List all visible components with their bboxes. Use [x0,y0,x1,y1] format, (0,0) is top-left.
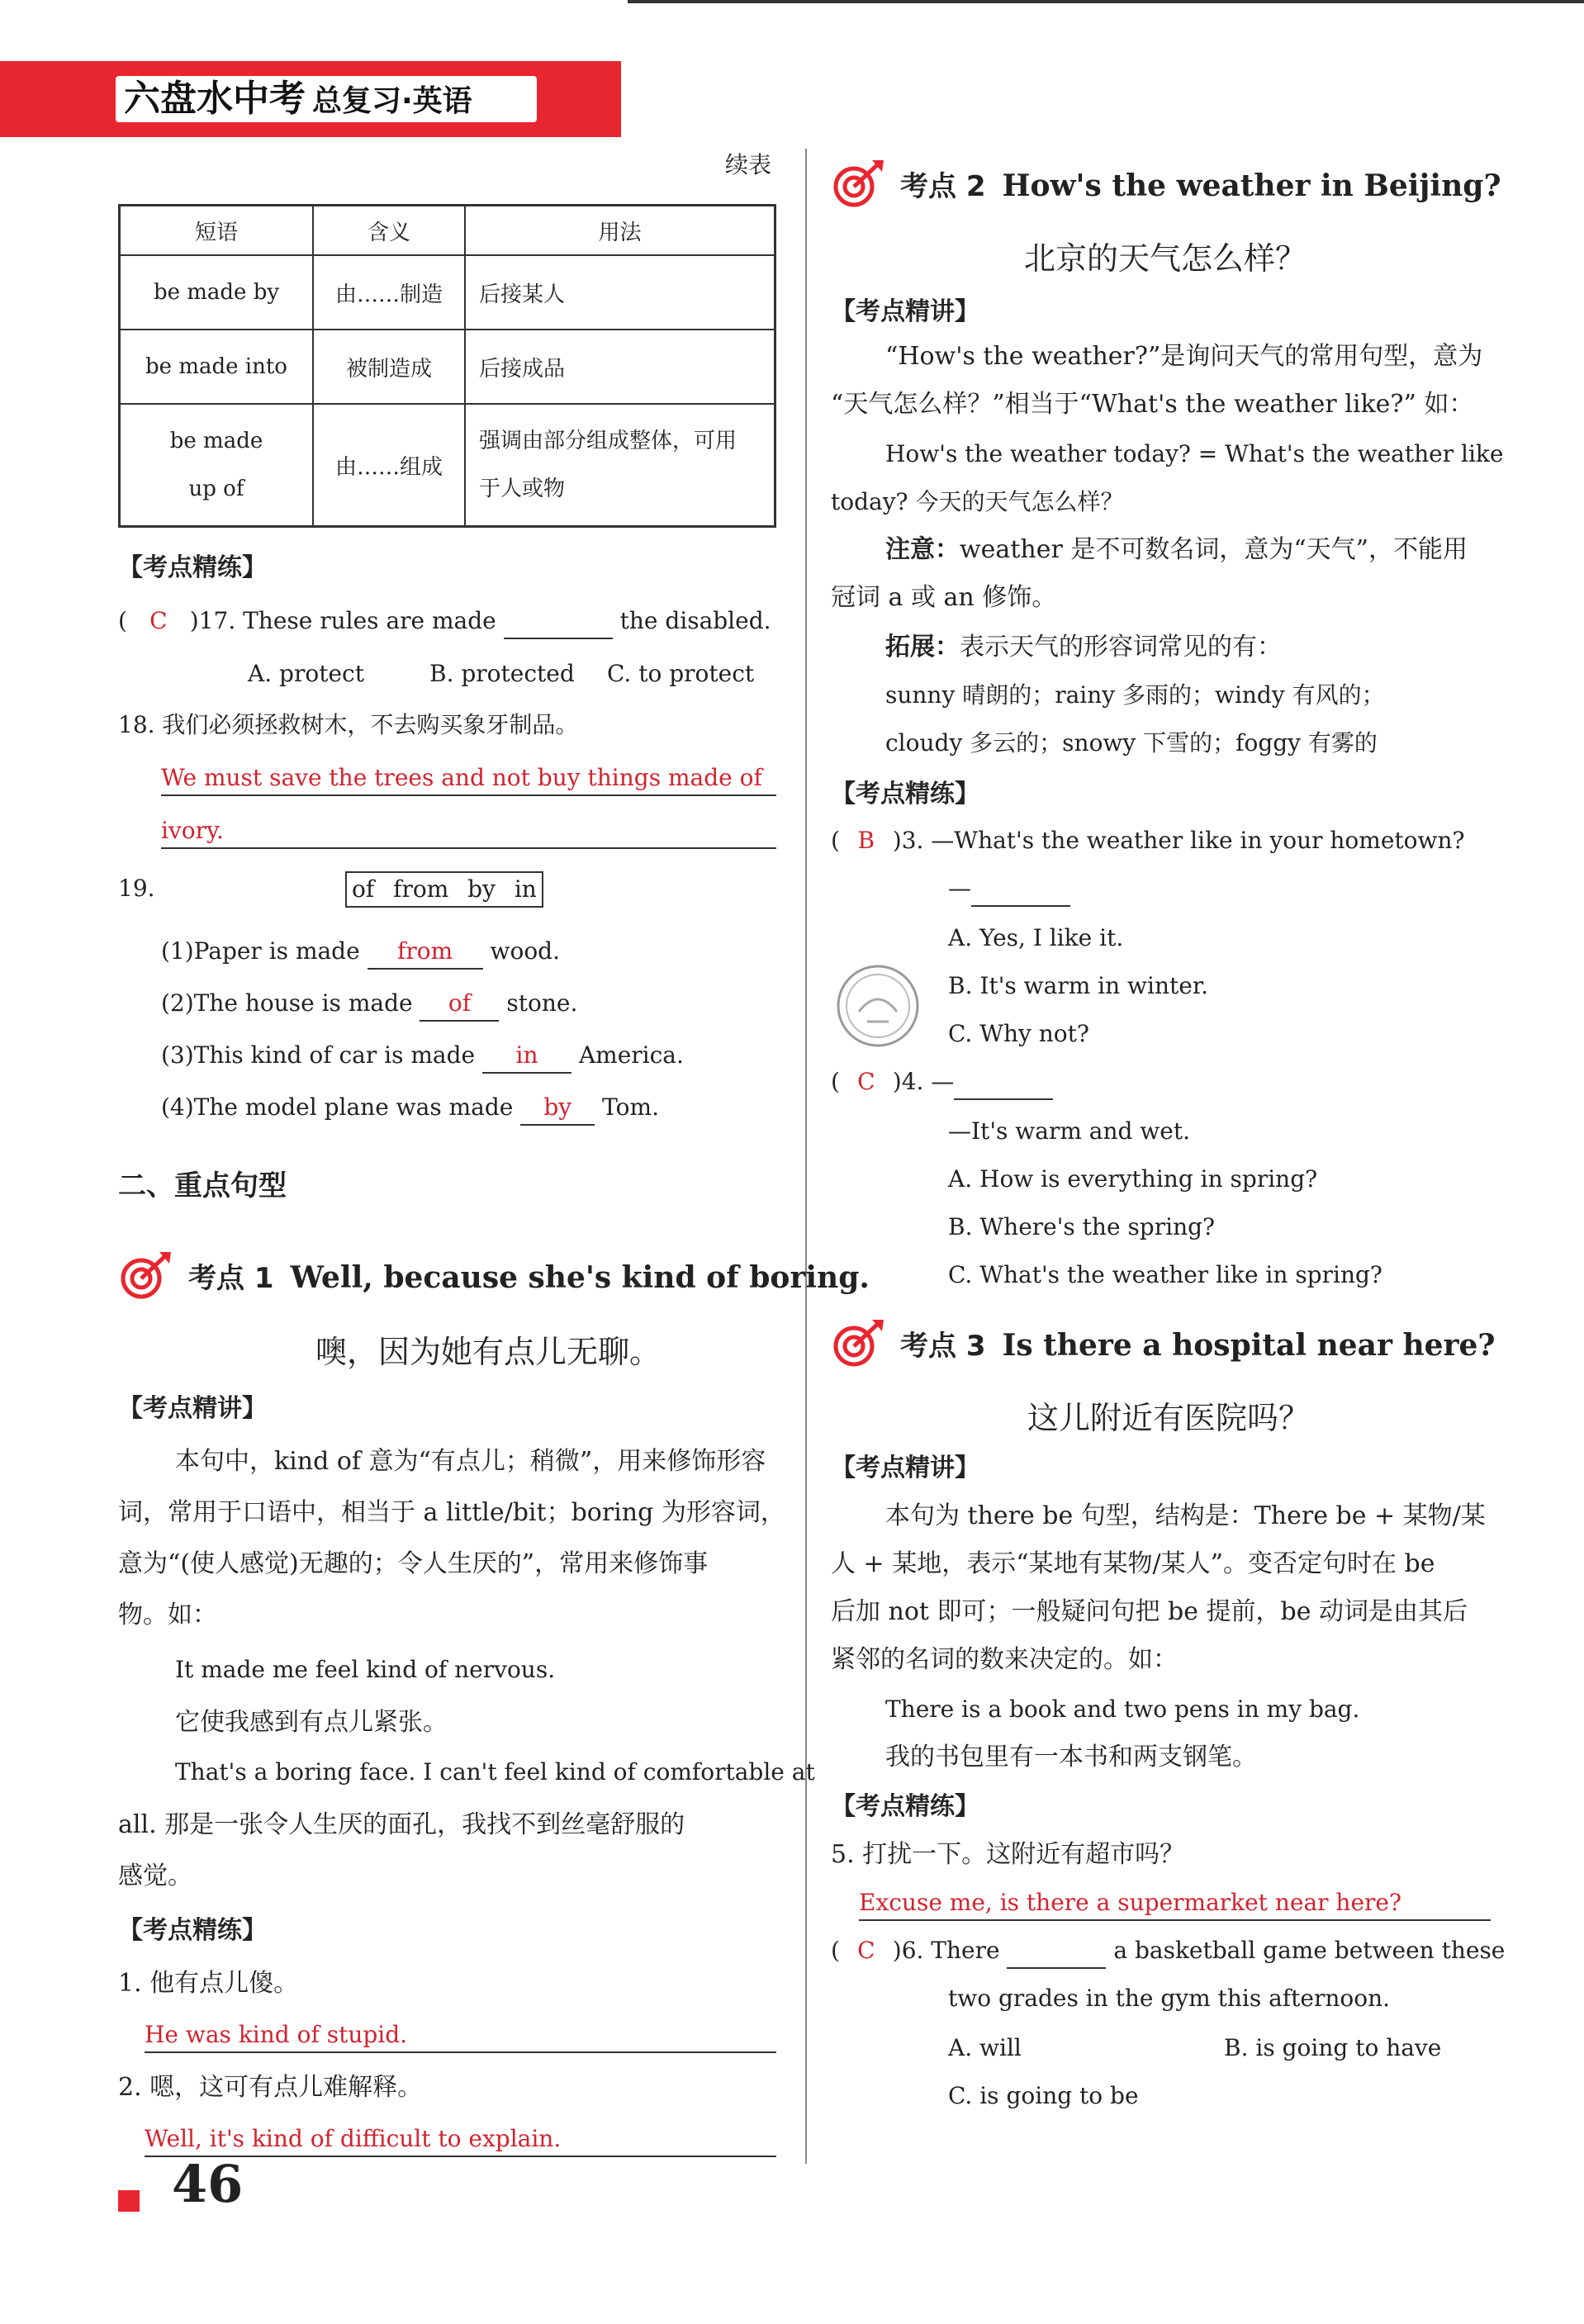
answer-18-line1: We must save the trees and not buy things made of [161,761,776,796]
option-6a: A. will [948,2034,1022,2061]
question-17 [118,605,771,639]
practice-1-answer: He was kind of stupid. [145,2018,776,2053]
table-row [120,255,775,330]
top-rule [628,0,1584,3]
header-usage: 用法 [465,206,775,256]
option-17b: B. protected [429,660,575,687]
extension-words: cloudy 多云的；snowy 下雪的；foggy 有雾的 [885,729,1378,756]
practice-2-prompt: 2. 嗯，这可有点儿难解释。 [118,2073,423,2102]
example-chinese: 我的书包里有一本书和两支钢笔。 [885,1743,1257,1771]
header-meaning: 含义 [313,206,465,256]
book-subtitle: 总复习·英语 [312,84,472,118]
table-row [120,404,775,527]
option-6c: C. is going to be [948,2082,1139,2109]
question-19-item [161,935,560,970]
paren-close: ) [189,607,199,634]
item-text: (2)The house is made [161,989,413,1017]
extension-text: 表示天气的形容词常见的有： [960,633,1282,662]
note-line2: 冠词 a 或 an 修饰。 [831,583,1057,612]
question-3-reply [948,872,1070,907]
cell-phrase [120,404,314,527]
word-bank: of from by in [345,871,543,908]
question-17-text: 17. These rules are made [198,607,496,634]
practice-2-answer: Well, it's kind of difficult to explain. [145,2122,776,2157]
answer-18-line2: ivory. [161,814,776,849]
question-6-text: 6. There [901,1937,1000,1964]
question-4-reply: —It's warm and wet. [948,1117,1191,1145]
paren-open: ( [118,607,127,634]
kd3-chinese: 这儿附近有医院吗？ [1027,1400,1311,1436]
note-line [885,532,1468,568]
item-answer: from [368,935,483,970]
explain-line: 本句为 there be 句型，结构是：There be + 某物/某 [885,1501,1486,1530]
item-text-end: America. [578,1041,684,1069]
explain-line: 本句中，kind of 意为“有点儿；稍微”，用来修饰形容 [175,1447,766,1476]
practice-label: 【考点精练】 [118,1916,267,1945]
paren-close: ) [892,1937,902,1964]
cell-usage: 后接某人 [465,255,775,330]
kd3-heading [900,1325,1496,1367]
question-6-text-end: two grades in the gym this afternoon. [948,1985,1391,2012]
example-english: There is a book and two pens in my bag. [885,1696,1360,1723]
option-4b: B. Where's the spring? [948,1213,1216,1240]
explain-line: 意为“(使人感觉)无趣的；令人生厌的”，常用来修饰事 [118,1549,709,1578]
explain-line: 词，常用于口语中，相当于 a little/bit；boring 为形容词， [118,1498,785,1527]
book-title: 六盘水中考 [124,78,306,120]
answer-4: C [857,1068,875,1095]
paren-close: ) [892,827,902,854]
question-4 [831,1065,1053,1100]
question-19-item [161,1039,684,1074]
kd2-english: How's the weather in Beijing? [1002,168,1501,203]
example-chinese: 感觉。 [118,1862,192,1890]
page-marker [118,2190,140,2212]
kd3-label: 考点 3 [900,1330,986,1363]
explain-line: 后加 not 即可；一般疑问句把 be 提前，be 动词是由其后 [831,1597,1468,1626]
header-title [124,76,472,125]
example-chinese: all. 那是一张令人生厌的面孔，我找不到丝毫舒服的 [118,1810,685,1839]
paren-open: ( [831,1937,840,1964]
kd1-chinese: 噢，因为她有点儿无聊。 [315,1334,662,1370]
item-answer: in [482,1039,571,1074]
example-chinese: 它使我感到有点儿紧张。 [175,1708,448,1737]
cell-usage-line1: 强调由部分组成整体，可用 [479,429,737,453]
kd1-label: 考点 1 [188,1262,274,1295]
question-6 [831,1934,1505,1969]
option-6b: B. is going to have [1224,2034,1442,2061]
target-arrow-icon [831,1318,885,1368]
column-divider [805,149,807,2164]
table-caption: 续表 [725,151,772,178]
kd2-label: 考点 2 [900,170,986,203]
blank-4[interactable] [954,1065,1053,1100]
explain-line: 人 + 某地，表示“某地有某物/某人”。变否定句时在 be [831,1549,1435,1578]
cell-meaning: 被制造成 [313,330,465,404]
cell-phrase-line2: up of [188,477,244,501]
note-label: 注意： [885,535,960,564]
question-3-text: 3. —What's the weather like in your hometown? [901,827,1465,854]
stamp-icon [834,962,922,1050]
item-answer: by [520,1091,595,1126]
question-4-text: 4. — [901,1068,955,1095]
blank-3[interactable] [971,872,1070,907]
explain-label: 【考点精讲】 [831,1454,979,1482]
practice-1-prompt: 1. 他有点儿傻。 [118,1969,299,1998]
blank-6[interactable] [1007,1934,1106,1969]
question-6-text-mid: a basketball game between these [1113,1937,1506,1964]
explain-label: 【考点精讲】 [831,297,979,326]
paren-open: ( [831,1068,840,1095]
question-19-item [161,987,577,1022]
item-text-end: Tom. [602,1093,659,1121]
table-row [120,330,775,404]
question-18-prompt: 18. 我们必须拯救树木，不去购买象牙制品。 [118,711,579,738]
answer-6: C [857,1937,875,1964]
question-3 [831,824,1465,857]
option-17c: C. to protect [607,660,755,687]
question-5-prompt: 5. 打扰一下。这附近有超市吗？ [831,1840,1185,1869]
item-text: (1)Paper is made [161,937,360,965]
question-19-item [161,1091,659,1126]
item-answer: of [420,987,499,1022]
answer-17: C [149,607,168,634]
practice-label: 【考点精练】 [118,553,267,582]
example-english: That's a boring face. I can't feel kind of comfortable at [175,1758,815,1786]
paren-open: ( [831,827,840,854]
option-3a: A. Yes, I like it. [948,924,1124,951]
kd3-english: Is there a hospital near here? [1002,1328,1496,1363]
explain-line: 紧邻的名词的数来决定的。如： [831,1645,1178,1674]
target-arrow-icon [831,159,885,208]
cell-usage-line2: 于人或物 [479,477,566,501]
explain-line: 物。如： [118,1601,217,1629]
example-english: It made me feel kind of nervous. [175,1656,556,1683]
option-3c: C. Why not? [948,1020,1089,1047]
practice-label: 【考点精练】 [831,1792,979,1821]
cell-phrase: be made by [120,255,314,330]
header-phrase: 短语 [120,206,314,256]
target-arrow-icon [118,1250,173,1300]
extension-label: 拓展： [885,633,960,662]
question-19-number: 19. [118,875,155,902]
blank-17[interactable] [504,605,613,639]
cell-phrase-line1: be made [169,429,263,453]
cell-usage [465,404,775,527]
cell-phrase: be made into [120,330,314,404]
kd2-heading [900,165,1501,207]
item-text: (3)This kind of car is made [161,1041,476,1069]
option-3b: B. It's warm in winter. [948,972,1209,999]
item-text-end: stone. [506,989,578,1017]
answer-3: B [857,827,875,854]
cell-meaning: 由……组成 [313,404,465,527]
page-number: 46 [172,2154,244,2214]
option-4c: C. What's the weather like in spring? [948,1261,1382,1288]
phrase-usage-table [118,204,776,528]
option-4a: A. How is everything in spring? [948,1165,1318,1193]
section-title: 二、重点句型 [118,1169,287,1202]
cell-meaning: 由……制造 [313,255,465,330]
explain-line: “天气怎么样？”相当于“What's the weather like?” 如： [831,390,1474,419]
explain-line: How's the weather today? = What's the weather like [885,440,1504,467]
table-header-row [120,206,775,256]
kd1-heading [188,1257,870,1299]
option-17a: A. protect [248,660,364,687]
answer-5: Excuse me, is there a supermarket near here? [859,1886,1491,1921]
kd1-english: Well, because she's kind of boring. [290,1260,870,1295]
explain-line: today? 今天的天气怎么样？ [831,488,1124,515]
extension-words: sunny 晴朗的；rainy 多雨的；windy 有风的； [885,681,1385,709]
explain-line: “How's the weather?”是询问天气的常用句型，意为 [885,342,1483,371]
dash: — [948,875,971,902]
explain-label: 【考点精讲】 [118,1394,267,1423]
note-text: weather 是不可数名词，意为“天气”，不能用 [960,535,1468,564]
item-text-end: wood. [490,937,561,965]
paren-close: ) [892,1068,902,1095]
item-text: (4)The model plane was made [161,1093,514,1121]
extension-line [885,629,1282,666]
cell-usage: 后接成品 [465,330,775,404]
kd2-chinese: 北京的天气怎么样？ [1024,240,1307,277]
practice-label: 【考点精练】 [831,780,979,809]
question-17-text-end: the disabled. [619,607,771,634]
